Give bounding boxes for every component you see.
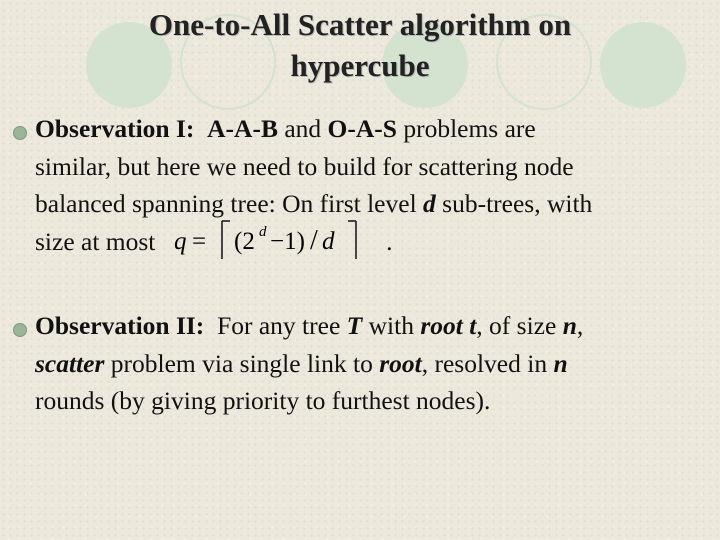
observation-2 <box>35 307 695 420</box>
obs2-line-3: rounds (by giving priority to furthest nodes). <box>35 386 491 415</box>
obs2-root: root <box>379 348 422 378</box>
ceil-right <box>348 221 356 259</box>
formula-rest: −1) <box>269 227 305 255</box>
obs2-t4: , <box>576 311 584 340</box>
obs2-t6: , resolved in <box>421 348 548 378</box>
slide-title <box>60 4 660 86</box>
formula-den: d <box>321 227 335 255</box>
obs1-oas: O-A-S <box>327 114 397 143</box>
obs1-and: and <box>284 114 322 143</box>
bullet-icon <box>13 323 27 337</box>
obs1-line4-end: . <box>386 226 393 256</box>
formula-exp: d <box>258 223 267 240</box>
formula-q: q <box>173 227 187 255</box>
obs2-t2: with <box>368 311 414 340</box>
obs2-line-1 <box>35 307 695 345</box>
formula-eq: = <box>191 227 206 255</box>
obs1-d: d <box>423 189 436 218</box>
obs1-line3-a: balanced spanning tree: On first level <box>35 189 417 218</box>
obs2-root-t: root t <box>420 311 477 340</box>
title-line-1: One-to-All Scatter algorithm on <box>148 7 572 42</box>
obs2-t5: problem via single link to <box>110 348 373 378</box>
obs2-lead: Observation II: <box>35 311 205 340</box>
ceiling-formula <box>170 219 380 261</box>
obs1-line-3 <box>35 185 695 223</box>
obs2-line-2 <box>35 345 695 383</box>
obs1-text1: problems are <box>403 114 536 143</box>
obs2-T: T <box>346 311 363 340</box>
formula-base: (2 <box>233 227 255 255</box>
obs1-aab: A-A-B <box>207 114 278 143</box>
ceil-left <box>222 221 230 259</box>
formula-svg <box>170 219 380 261</box>
obs2-n1: n <box>562 311 577 340</box>
formula-slash: / <box>309 224 318 256</box>
obs1-line-2: similar, but here we need to build for scattering node <box>35 151 574 181</box>
obs2-n2: n <box>553 348 568 378</box>
obs1-line-4 <box>35 223 695 265</box>
obs1-lead: Observation I: <box>35 114 195 143</box>
obs2-scatter: scatter <box>35 348 105 378</box>
observation-1 <box>35 110 695 265</box>
bullet-icon <box>13 126 27 140</box>
obs1-line4-a: size at most <box>35 226 156 256</box>
obs1-line-1 <box>35 110 695 148</box>
title-line-2: hypercube <box>290 48 430 83</box>
obs2-t3: , of size <box>476 311 557 340</box>
obs1-line3-b: sub-trees, with <box>442 189 593 218</box>
obs2-t1: For any tree <box>217 311 341 340</box>
